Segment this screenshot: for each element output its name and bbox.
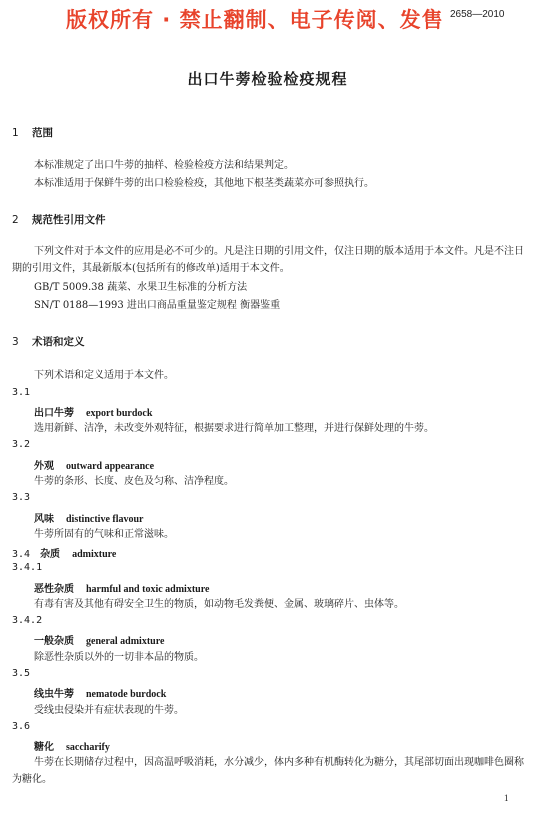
term-heading [34,404,152,419]
section-title: 范围 [32,127,53,139]
document-title: 出口牛蒡检验检疫规程 [187,70,348,88]
term-number: 3.5 [12,668,31,679]
standard-number: 2658—2010 [450,9,505,20]
term-heading [34,457,154,472]
term-number: 3.2 [12,439,31,450]
term-definition: 牛蒡的条形、长度、皮色及匀称、洁净程度。 [34,476,234,487]
section-1-line-1: 本标准规定了出口牛蒡的抽样、检验检疫方法和结果判定。 [34,160,294,171]
reference-gb-t-5009-38: GB/T 5009.38 蔬菜、水果卫生标准的分析方法 [34,282,248,293]
term-definition: 受线虫侵染并有症状表现的牛蒡。 [34,705,184,716]
term-number: 3.4 [12,549,31,560]
term-chinese: 恶性杂质 [34,584,74,595]
term-english: admixture [72,549,117,560]
section-title: 术语和定义 [32,336,85,348]
term-definition: 有毒有害及其他有碍安全卫生的物质，如动物毛发粪便、金属、玻璃碎片、虫体等。 [34,599,404,610]
term-definition: 牛蒡所固有的气味和正常滋味。 [34,529,174,540]
term-definition: 牛蒡在长期储存过程中，因高温呼吸消耗，水分减少，体内多种有机酶转化为糖分，其尾部切面出现咖啡色圈称为糖化。 [12,757,524,785]
term-heading [34,580,209,595]
term-english: nematode burdock [86,689,167,700]
section-3-intro: 下列术语和定义适用于本文件。 [34,370,174,381]
section-number: 1 [12,127,19,139]
term-number: 3.3 [12,492,31,503]
term-english: general admixture [86,636,165,647]
term-chinese: 风味 [34,514,54,525]
section-title: 规范性引用文件 [32,214,106,226]
term-number: 3.6 [12,721,31,732]
term-english: saccharify [66,742,110,753]
term-chinese: 外观 [34,461,54,472]
term-heading [34,738,110,753]
term-chinese: 出口牛蒡 [34,408,74,419]
term-heading [12,545,116,560]
term-definition: 选用新鲜、洁净，未改变外观特征，根据要求进行简单加工整理，并进行保鲜处理的牛蒡。 [34,423,434,434]
section-2-heading [12,212,106,227]
section-2-intro: 下列文件对于本文件的应用是必不可少的。凡是注日期的引用文件，仅注日期的版本适用于本文件。凡是不注日期的引用文件，其最新版本(包括所有的修改单)适用于本文件。 [12,246,524,274]
term-heading [34,632,164,647]
page-number: 1 [504,793,509,803]
term-chinese: 杂质 [40,549,61,560]
term-english: harmful and toxic admixture [86,584,210,595]
section-1-heading [12,125,53,140]
term-number: 3.4.1 [12,562,43,573]
section-3-heading [12,334,85,349]
term-chinese: 线虫牛蒡 [34,689,74,700]
term-english: export burdock [86,408,153,419]
term-chinese: 一般杂质 [34,636,74,647]
term-english: outward appearance [66,461,155,472]
term-number: 3.1 [12,387,31,398]
watermark-text: 版权所有 · 禁止翻制、电子传阅、发售 [66,8,444,32]
section-number: 2 [12,214,19,226]
term-heading [34,510,144,525]
reference-sn-t-0188: SN/T 0188—1993 进出口商品重量鉴定规程 衡器鉴重 [34,300,281,311]
term-english: distinctive flavour [66,514,144,525]
term-number: 3.4.2 [12,615,43,626]
section-1-line-2: 本标准适用于保鲜牛蒡的出口检验检疫，其他地下根茎类蔬菜亦可参照执行。 [34,178,374,189]
term-chinese: 糖化 [34,742,54,753]
term-heading [34,685,166,700]
section-number: 3 [12,336,19,348]
term-definition: 除恶性杂质以外的一切非本品的物质。 [34,652,204,663]
